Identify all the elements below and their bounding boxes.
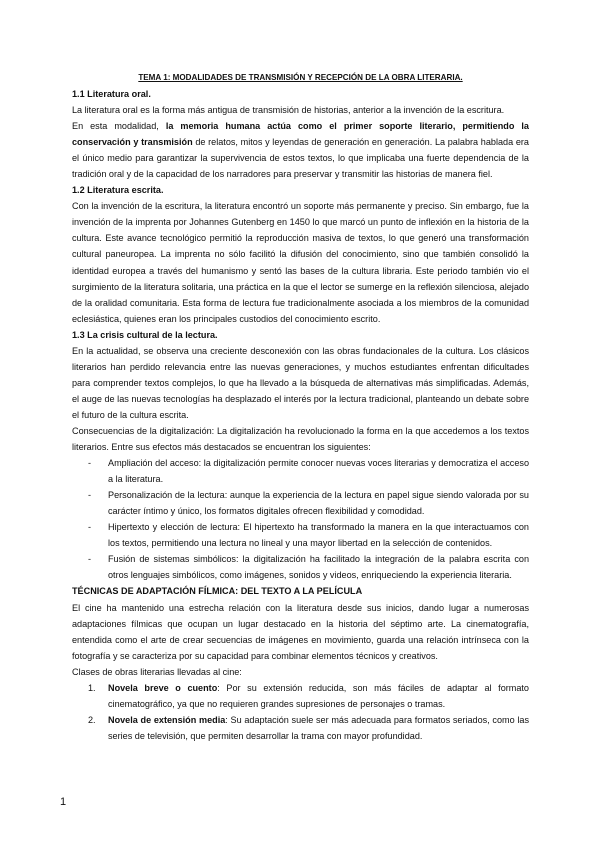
bullet-item (72, 551, 529, 583)
document-page (72, 70, 529, 744)
paragraph: La literatura oral es la forma más antigua de transmisión de historias, anterior a la invención de la escritura. (72, 105, 505, 116)
section-heading-oral: 1.1 Literatura oral. (72, 89, 151, 99)
page-number: 1 (60, 796, 67, 808)
section-heading-escrita: 1.2 Literatura escrita. (72, 185, 164, 196)
paragraph: Consecuencias de la digitalización: La digitalización ha revolucionado la forma en la que accedemos a los textos literarios. Entre sus efectos más destacados se encuentran los siguientes: (72, 425, 529, 453)
text-run: de relatos, mitos y leyendas de generación en generación. La palabra hablada era el único medio para garantizar la supervivencia de estos textos, lo que implicaba una fuerte dependencia de la tradición oral y de la capacidad de los narradores para preservar y transmitir las historias de manera fiel. (72, 137, 529, 180)
bullet-marker: - (88, 490, 92, 501)
bullet-marker: - (88, 458, 92, 469)
numbered-item (72, 712, 529, 744)
item-text: : Por su extensión reducida, son más fáciles de adaptar al formato cinematográfico, ya que no requieren grandes supresiones de personajes o tramas. (108, 682, 529, 709)
bullet-text: Fusión de sistemas simbólicos: la digitalización ha facilitado la integración de la palabra escrita con otros lenguajes simbólicos, como imágenes, sonidos y videos, enriqueciendo la experiencia literaria. (108, 554, 529, 581)
bullet-text: Personalización de la lectura: aunque la experiencia de la lectura en papel sigue siendo valorada por su carácter íntimo y único, los formatos digitales ofrecen flexibilidad y comodidad. (108, 490, 529, 517)
document-title: TEMA 1: MODALIDADES DE TRANSMISIÓN Y RECEPCIÓN DE LA OBRA LITERARIA. (138, 73, 463, 82)
bullet-marker: - (88, 554, 92, 565)
bold-text-run: la memoria humana actúa como el primer soporte literario, permitiendo la conservación y transmisión (72, 121, 529, 148)
section-heading-adaptacion: TÉCNICAS DE ADAPTACIÓN FÍLMICA: DEL TEXTO A LA PELÍCULA (72, 586, 363, 597)
section-heading-crisis: 1.3 La crisis cultural de la lectura. (72, 329, 218, 340)
item-text: : Su adaptación suele ser más adecuada para formatos seriados, como las series de televisión, que permiten desarrollar la trama con mayor profundidad. (108, 714, 529, 741)
bullet-item (72, 487, 529, 519)
paragraph: El cine ha mantenido una estrecha relación con la literatura desde sus inicios, dando lugar a numerosas adaptaciones fílmicas que ocupan un lugar destacado en la historia del séptimo arte. La cinematografía, entendida como el arte de crear secuencias de imágenes en movimiento, guarda una relación intrínseca con la fotografía y se caracteriza por su capacidad para combinar elementos técnicos y creativos. (72, 602, 529, 661)
numbered-item (72, 680, 529, 712)
item-number: 2. (88, 714, 96, 725)
paragraph: Con la invención de la escritura, la literatura encontró un soporte más permanente y preciso. Sin embargo, fue la invención de la imprenta por Johannes Gutenberg en 1450 lo que marcó un punto de inflexión en la historia de la cultura. Este avance tecnológico permitió la reproducción masiva de textos, lo que generó una transformación cultural paneuropea. La imprenta no sólo facilitó la difusión del conocimiento, sino que también consolidó la identidad europea a través del humanismo y sentó las bases de la cultura libraria. Este periodo también vio el surgimiento de la literatura solitaria, una práctica en la que el lector se sumerge en la reflexión silenciosa, alejado de la oralidad comunitaria. Esta forma de lectura fue tradicionalmente asociada a los miembros de la comunidad eclesiástica, quienes eran los principales custodios del conocimiento escrito. (72, 201, 529, 324)
item-number: 1. (88, 682, 96, 693)
item-title: Novela breve o cuento (108, 682, 218, 693)
text-run: En esta modalidad, (72, 121, 166, 132)
bullet-text: Hipertexto y elección de lectura: El hipertexto ha transformado la manera en la que interactuamos con los textos, permitiendo una lectura no lineal y una mayor libertad en la selección de contenidos. (108, 522, 529, 549)
paragraph (72, 118, 529, 182)
bullet-item (72, 519, 529, 551)
bullet-text: Ampliación del acceso: la digitalización permite conocer nuevas voces literarias y democratiza el acceso a la literatura. (108, 458, 529, 485)
item-title: Novela de extensión media (108, 714, 226, 725)
bullet-marker: - (88, 522, 92, 533)
paragraph: Clases de obras literarias llevadas al cine: (72, 666, 242, 677)
paragraph: En la actualidad, se observa una creciente desconexión con las obras fundacionales de la cultura. Los clásicos literarios han perdido relevancia entre las nuevas generaciones, y muchos estudiantes enfrentan dificultades para comprender textos complejos, lo que ha llevado a la búsqueda de alternativas más simplificadas. Además, el auge de las nuevas tecnologías ha desplazado el interés por la lectura tradicional, planteando un debate sobre el futuro de la cultura escrita. (72, 345, 529, 420)
bullet-item (72, 455, 529, 487)
